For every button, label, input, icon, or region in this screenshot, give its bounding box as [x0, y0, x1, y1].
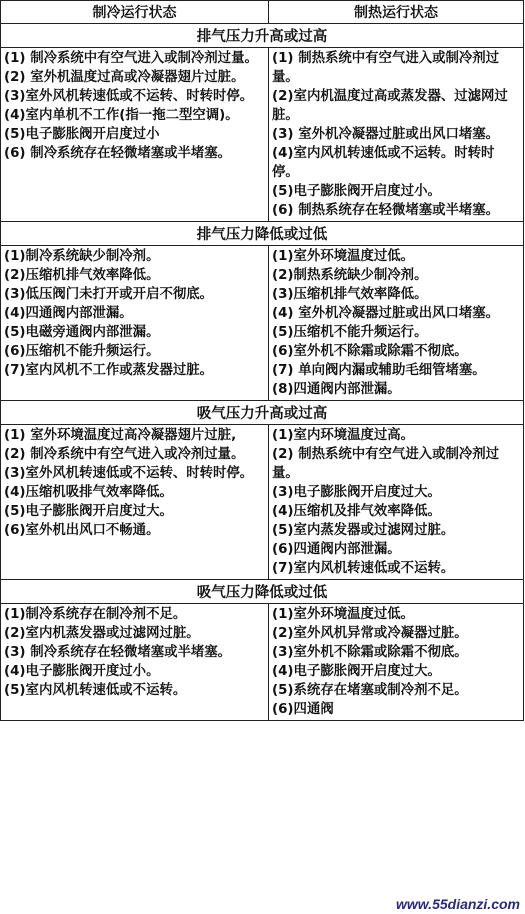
- cause-item: (6)四通阀: [272, 702, 334, 717]
- cause-item: (1) 制热系统中有空气进入或制冷剂过量。: [272, 51, 500, 85]
- cause-item: (5)室内风机转速低或不运转。: [4, 683, 187, 698]
- cause-item: (4)电子膨胀阀开度过小。: [4, 664, 160, 679]
- cause-item: (5)系统存在堵塞或制冷剂不足。: [272, 683, 468, 698]
- cause-item: (5)电子膨胀阀开启度过小: [4, 127, 160, 142]
- section-title-row: [1, 24, 524, 48]
- cooling-causes-discharge-high: [1, 48, 269, 222]
- cooling-mode-header: 制冷运行状态: [1, 1, 269, 24]
- site-watermark: www.55dianzi.com: [396, 896, 520, 912]
- heating-causes-suction-high: [269, 425, 524, 580]
- cause-item: (6) 制冷系统存在轻微堵塞或半堵塞。: [4, 146, 232, 161]
- cause-item: (4)室内风机转速低或不运转。时转时停。: [272, 146, 495, 180]
- cause-item: (3)室外风机转速低或不运转、时转时停。: [4, 89, 254, 104]
- cause-item: (2)压缩机排气效率降低。: [4, 268, 160, 283]
- cause-item: (7)室内风机转速低或不运转。: [272, 561, 455, 576]
- section-title-row: [1, 580, 524, 604]
- cause-item: (6)压缩机不能升频运行。: [4, 344, 160, 359]
- section-title-suction-high: 吸气压力升高或过高: [1, 401, 524, 425]
- cause-item: (3)低压阀门未打开或开启不彻底。: [4, 287, 214, 302]
- cause-item: (1)制冷系统存在制冷剂不足。: [4, 607, 187, 622]
- cause-item: (3)室外风机转速低或不运转、时转时停。: [4, 466, 254, 481]
- cause-item: (3) 室外机冷凝器过脏或出风口堵塞。: [272, 127, 500, 142]
- cause-item: (7)室内风机不工作或蒸发器过脏。: [4, 363, 214, 378]
- cause-item: (5)压缩机不能升频运行。: [272, 325, 428, 340]
- cause-item: (5)电子膨胀阀开启度过小。: [272, 184, 441, 199]
- cause-item: (2) 制冷系统中有空气进入或冷剂过量。: [4, 447, 245, 462]
- cause-item: (5)电子膨胀阀开启度过大。: [4, 504, 173, 519]
- section-content-row: [1, 425, 524, 580]
- cause-item: (4)电子膨胀阀开启度过大。: [272, 664, 441, 679]
- cause-item: (2)室外风机异常或冷凝器过脏。: [272, 626, 468, 641]
- cause-item: (6)室外机出风口不畅通。: [4, 523, 160, 538]
- heating-mode-header: 制热运行状态: [269, 1, 524, 24]
- heating-causes-discharge-low: [269, 246, 524, 401]
- section-title-row: [1, 401, 524, 425]
- cause-item: (4) 室外机冷凝器过脏或出风口堵塞。: [272, 306, 500, 321]
- heating-causes-discharge-high: [269, 48, 524, 222]
- cause-item: (2) 室外机温度过高或冷凝器翅片过脏。: [4, 70, 245, 85]
- cooling-causes-suction-high: [1, 425, 269, 580]
- cause-item: (4)压缩机吸排气效率降低。: [4, 485, 173, 500]
- cause-item: (1)室外环境温度过低。: [272, 249, 415, 264]
- cause-item: (4)室内单机不工作(指一拖二型空调)。: [4, 108, 239, 123]
- section-title-discharge-high: 排气压力升高或过高: [1, 24, 524, 48]
- cooling-causes-suction-low: [1, 604, 269, 721]
- cause-item: (1) 制冷系统中有空气进入或制冷剂过量。: [4, 51, 258, 66]
- cause-item: (6)四通阀内部泄漏。: [272, 542, 401, 557]
- cause-item: (2)制热系统缺少制冷剂。: [272, 268, 428, 283]
- cause-item: (3)压缩机排气效率降低。: [272, 287, 428, 302]
- cause-item: (1)室外环境温度过低。: [272, 607, 415, 622]
- cause-item: (5)电磁旁通阀内部泄漏。: [4, 325, 160, 340]
- section-content-row: [1, 246, 524, 401]
- section-content-row: [1, 604, 524, 721]
- section-content-row: [1, 48, 524, 222]
- section-title-suction-low: 吸气压力降低或过低: [1, 580, 524, 604]
- cause-item: (2) 制热系统中有空气进入或制冷剂过量。: [272, 447, 500, 481]
- cause-item: (7) 单向阀内漏或辅助毛细管堵塞。: [272, 363, 486, 378]
- cause-item: (3)室外机不除霜或除霜不彻底。: [272, 645, 468, 660]
- cause-item: (2)室内机蒸发器或过滤网过脏。: [4, 626, 200, 641]
- cause-item: (6) 制热系统存在轻微堵塞或半堵塞。: [272, 203, 500, 218]
- cause-item: (1) 室外环境温度过高冷凝器翅片过脏,: [4, 428, 237, 443]
- cause-item: (5)室内蒸发器或过滤网过脏。: [272, 523, 455, 538]
- cause-item: (6)室外机不除霜或除霜不彻底。: [272, 344, 468, 359]
- cause-item: (8)四通阀内部泄漏。: [272, 382, 401, 397]
- heating-causes-suction-low: [269, 604, 524, 721]
- section-title-row: [1, 222, 524, 246]
- cause-item: (4)压缩机及排气效率降低。: [272, 504, 441, 519]
- cause-item: (3)电子膨胀阀开启度过大。: [272, 485, 441, 500]
- cause-item: (4)四通阀内部泄漏。: [4, 306, 133, 321]
- cause-item: (3) 制冷系统存在轻微堵塞或半堵塞。: [4, 645, 232, 660]
- cause-item: (1)制冷系统缺少制冷剂。: [4, 249, 160, 264]
- section-title-discharge-low: 排气压力降低或过低: [1, 222, 524, 246]
- column-header-row: [1, 1, 524, 24]
- cause-item: (2)室内机温度过高或蒸发器、过滤网过脏。: [272, 89, 508, 123]
- cooling-causes-discharge-low: [1, 246, 269, 401]
- cause-item: (1)室内环境温度过高。: [272, 428, 415, 443]
